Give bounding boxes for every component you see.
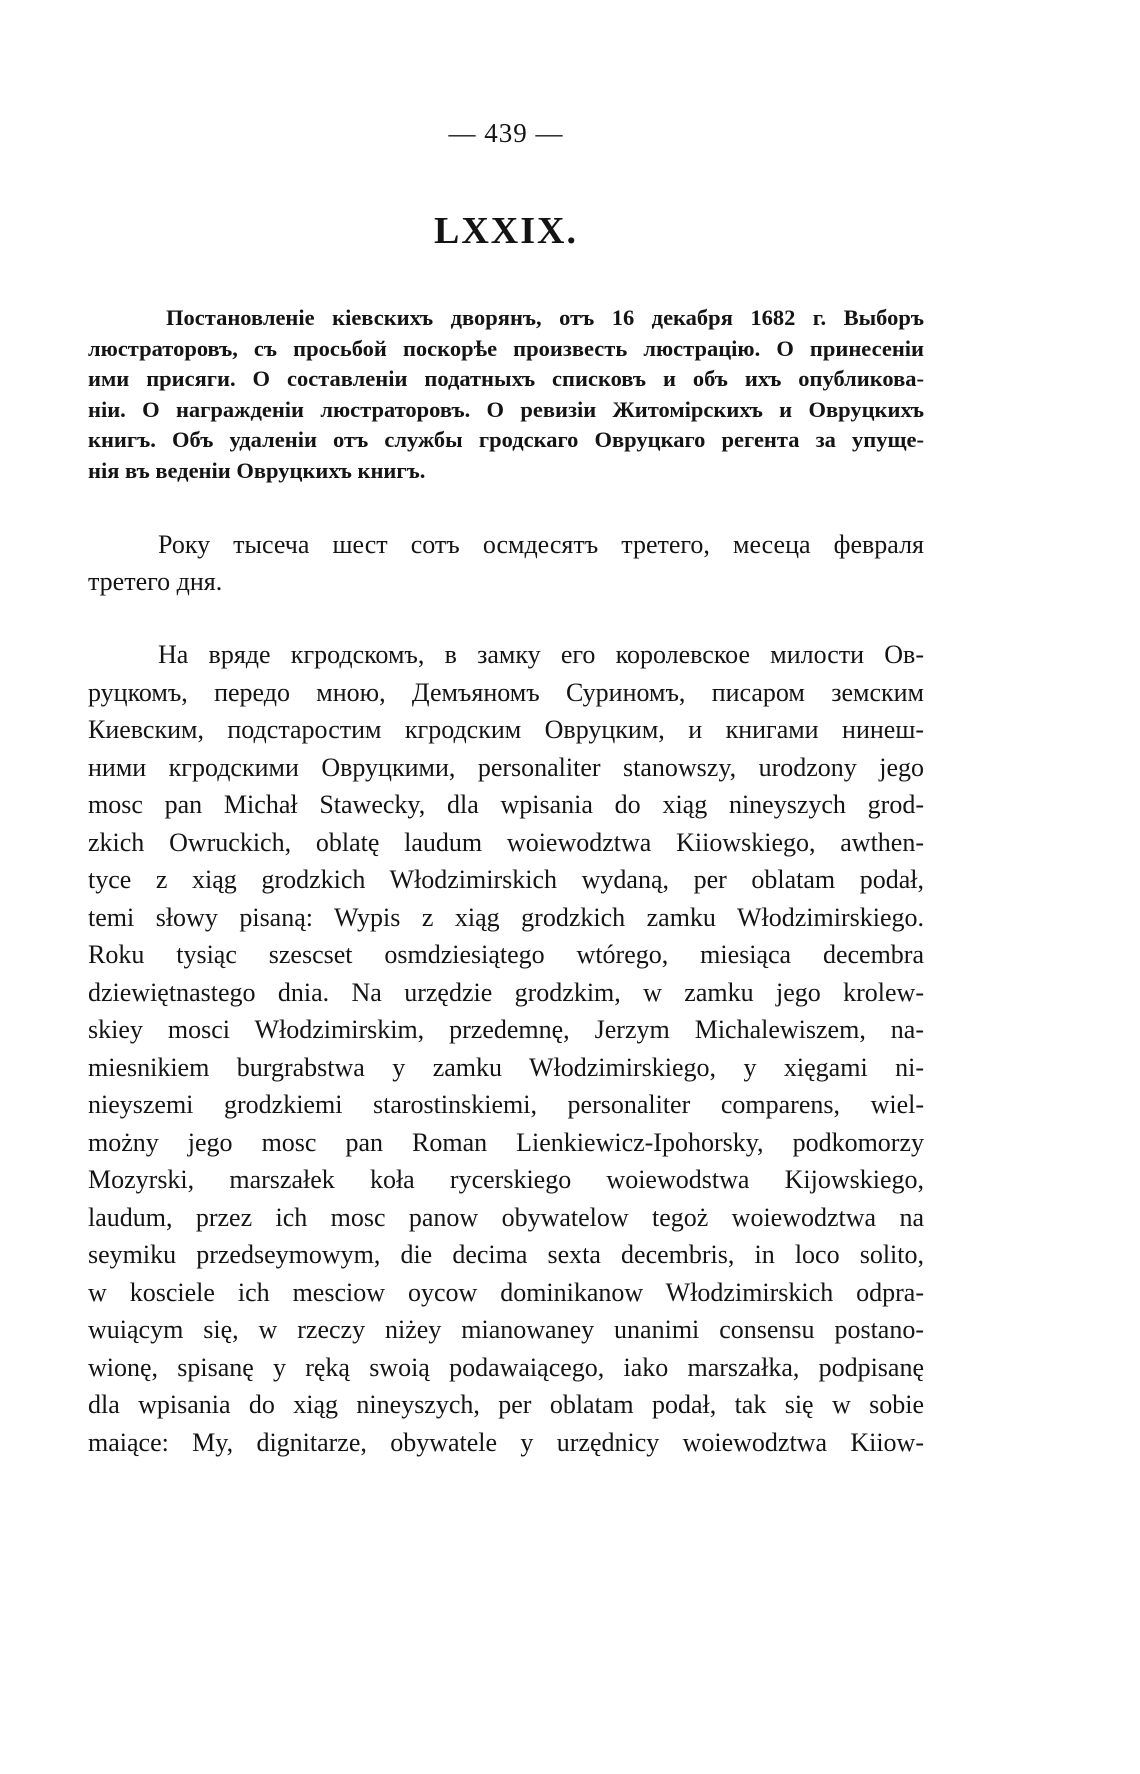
text-line: laudum, przez ich mosc panow obywatelow tegoż woiewodztwa na — [88, 1202, 924, 1232]
page-number: — 439 — — [448, 118, 564, 148]
text-line: skiey mosci Włodzimirskim, przedemnę, Jerzym Michalewiszem, na- — [88, 1015, 924, 1044]
summary-line: ими присяги. О составленіи податныхъ списковъ и объ ихъ опубликова- — [88, 366, 924, 391]
summary-line: книгъ. Объ удаленіи отъ службы гродскаго Овруцкаго регента за упуще- — [88, 427, 924, 452]
date-paragraph — [88, 526, 924, 600]
text-line: Року тысеча шест сотъ осмдесятъ третего, месеца февраля — [158, 530, 924, 559]
text-line: tyce z xiąg grodzkich Włodzimirskich wydaną, per oblatam podał, — [88, 865, 924, 894]
summary-line: люстраторовъ, съ просьбой поскорѣе произвесть люстрацію. О принесеніи — [88, 335, 924, 361]
text-line: Киевским, подстаростим кгродским Овруцким, и книгами нинеш- — [88, 715, 924, 744]
text-line: seymiku przedseymowym, die decima sexta decembris, in loco solito, — [88, 1240, 924, 1269]
text-line: ними кгродскими Овруцкими, personaliter stanowszy, urodzony jego — [88, 752, 924, 782]
text-line: mosc pan Michał Stawecky, dla wpisania do xiąg nineyszych grod- — [88, 790, 924, 819]
text-line: Roku tysiąc szescset osmdziesiątego wtórego, miesiąca decembra — [88, 940, 924, 969]
text-line: w kosciele ich mesciow oycow dominikanow Włodzimirskich odpra- — [88, 1277, 924, 1307]
text-line: На вряде кгродскомъ, в замку его королевское милости Ов- — [158, 640, 924, 669]
document-page — [88, 118, 924, 1461]
summary-line: нія въ веденіи Овруцкихъ книгъ. — [88, 457, 426, 483]
text-line: miesnikiem burgrabstwa y zamku Włodzimirskiego, y xięgami ni- — [88, 1052, 924, 1082]
text-line: руцкомъ, передо мною, Демъяномъ Суриномъ, писаром земским — [88, 677, 924, 707]
main-paragraph — [88, 636, 924, 1461]
document-summary — [88, 303, 924, 486]
text-line: możny jego mosc pan Roman Lienkiewicz-Ipohorsky, podkomorzy — [88, 1127, 924, 1157]
text-line: maiące: My, dignitarze, obywatele y urzędnicy woiewodztwa Kiiow- — [88, 1427, 924, 1457]
text-line: nieyszemi grodzkiemi starostinskiemi, personaliter comparens, wiel- — [88, 1090, 924, 1119]
text-line: wuiącym się, w rzeczy niżey mianowaney unanimi consensu postano- — [88, 1315, 924, 1344]
text-line: третего дня. — [88, 567, 223, 596]
text-line: zkich Owruckich, oblatę laudum woiewodztwa Kiiowskiego, awthen- — [88, 827, 924, 857]
text-line: temi słowy pisaną: Wypis z xiąg grodzkich zamku Włodzimirskiego. — [88, 902, 924, 932]
summary-line: Постановленіе кіевскихъ дворянъ, отъ 16 декабря 1682 г. Выборъ — [166, 305, 924, 330]
text-line: dziewiętnastego dnia. Na urzędzie grodzkim, w zamku jego krolew- — [88, 977, 924, 1007]
summary-line: ніи. О награжденіи люстраторовъ. О ревизіи Житомірскихъ и Овруцкихъ — [88, 396, 924, 422]
section-title: LXXIX. — [434, 210, 578, 252]
text-line: Mozyrski, marszałek koła rycerskiego woiewodstwa Kijowskiego, — [88, 1165, 924, 1194]
text-line: wionę, spisanę y ręką swoią podawaiącego, iako marszałka, podpisanę — [88, 1352, 924, 1382]
text-line: dla wpisania do xiąg nineyszych, per oblatam podał, tak się w sobie — [88, 1390, 924, 1419]
